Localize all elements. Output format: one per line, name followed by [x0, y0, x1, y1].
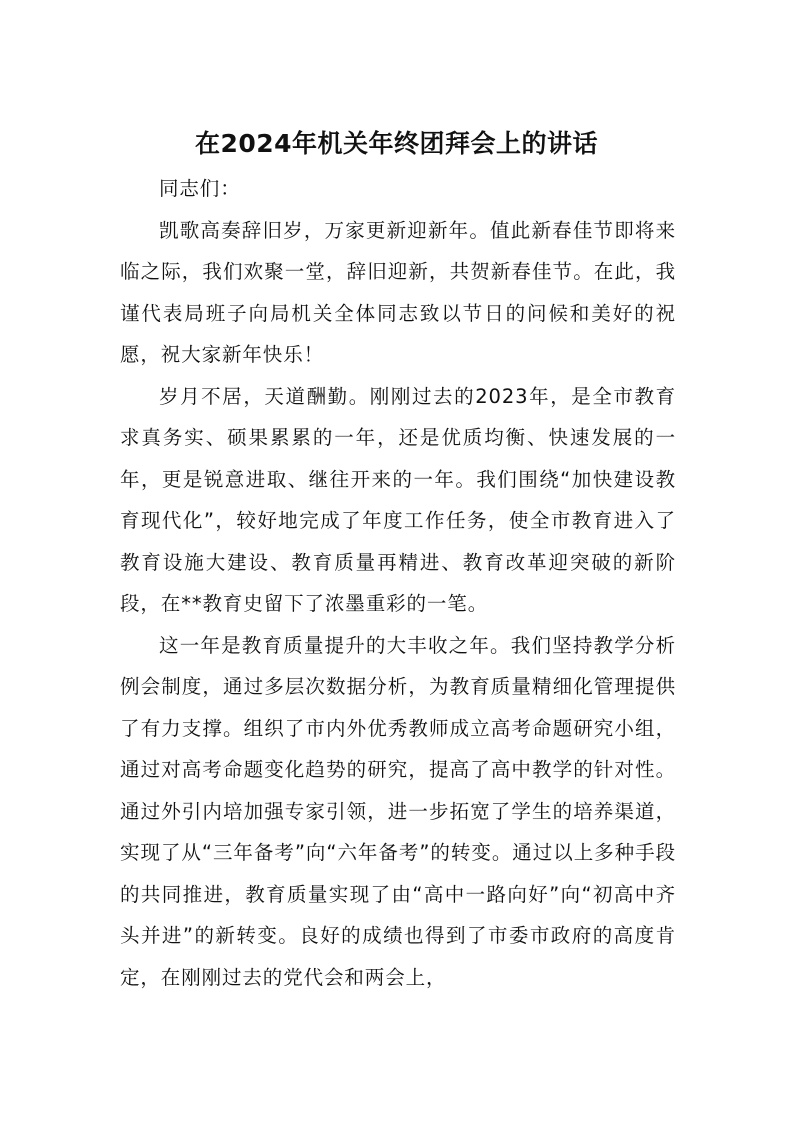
body-paragraph-3: 这一年是教育质量提升的大丰收之年。我们坚持教学分析例会制度，通过多层次数据分析，为教育质量精细化管理提供了有力支撑。组织了市内外优秀教师成立高考命题研究小组，通过对高考命题变化趋势的研究，提高了高中教学的针对性。通过外引内培加强专家引领，进一步拓宽了学生的培养渠道，实现了从“三年备考”向“六年备考”的转变。通过以上多种手段的共同推进，教育质量实现了由“高中一路向好”向“初高中齐头并进”的新转变。良好的成绩也得到了市委市政府的高度肯定，在刚刚过去的党代会和两会上，: [120, 633, 676, 989]
body-paragraph-1: 凯歌高奏辞旧岁，万家更新迎新年。值此新春佳节即将来临之际，我们欢聚一堂，辞旧迎新，共贺新春佳节。在此，我谨代表局班子向局机关全体同志致以节日的问候和美好的祝愿，祝大家新年快乐！: [120, 218, 676, 366]
body-paragraph-2: 岁月不居，天道酬勤。刚刚过去的2023年，是全市教育求真务实、硕果累累的一年，还是优质均衡、快速发展的一年，更是锐意进取、继往开来的一年。我们围绕“加快建设教育现代化”，较好地完成了年度工作任务，使全市教育进入了教育设施大建设、教育质量再精进、教育改革迎突破的新阶段，在**教育史留下了浓墨重彩的一笔。: [120, 384, 676, 615]
document-title: 在2024年机关年终团拜会上的讲话: [194, 129, 599, 158]
document-body: [120, 168, 676, 998]
salutation-paragraph: 同志们：: [159, 177, 241, 200]
